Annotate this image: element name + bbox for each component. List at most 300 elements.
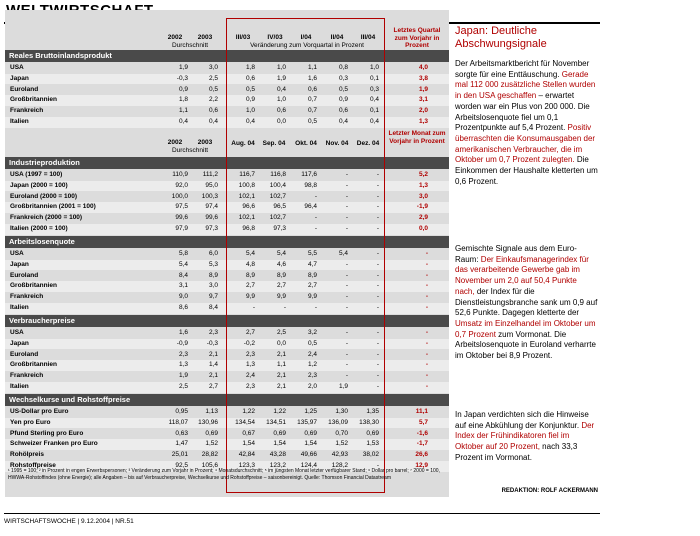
yoy-cell: 5,7	[418, 418, 428, 426]
value-cell: 0,1	[369, 107, 379, 115]
value-cell: 2,1	[208, 372, 218, 380]
redaktion-credit: REDAKTION: ROLF ACKERMANN	[501, 488, 598, 494]
yoy-cell: -	[425, 329, 428, 336]
yoy-cell: 12,9	[415, 462, 428, 469]
yoy-cell: -1,6	[416, 429, 428, 437]
section-wk: Wechselkurse und Rohstoffpreise	[5, 394, 449, 406]
value-cell: 134,54	[235, 418, 255, 426]
value-cell: 3,2	[307, 329, 317, 336]
row-label: Italien	[10, 304, 29, 311]
value-cell: -	[345, 304, 348, 311]
value-cell: 97,5	[175, 203, 188, 211]
value-cell: 38,02	[362, 451, 379, 459]
col-2003-header: 2003	[197, 139, 213, 146]
value-cell: 2,7	[307, 282, 317, 290]
value-cell: 42,84	[238, 451, 255, 459]
value-cell: 0,1	[369, 74, 379, 82]
value-cell: -	[345, 329, 348, 336]
value-cell: 0,0	[276, 339, 286, 347]
row-label: Großbritannien (2001 = 100)	[10, 203, 96, 211]
value-cell: -	[376, 225, 379, 232]
value-cell: 1,0	[245, 107, 255, 115]
value-cell: -	[345, 293, 348, 301]
text-span: Gemischte Signale aus dem Euro-Raum:	[455, 244, 577, 264]
value-cell: 9,9	[276, 293, 286, 301]
value-cell: 100,3	[201, 192, 218, 200]
value-cell: 0,4	[276, 85, 286, 93]
value-cell: 0,5	[338, 85, 348, 93]
side-paragraph-2	[455, 244, 598, 362]
value-cell: 1,0	[276, 96, 286, 104]
value-cell: 96,6	[242, 203, 255, 211]
value-cell: 1,9	[178, 372, 188, 380]
value-cell: 2,3	[178, 350, 188, 358]
value-cell: -	[345, 203, 348, 211]
value-cell: 0,9	[338, 96, 348, 104]
value-cell: 2,5	[208, 74, 218, 82]
value-cell: 2,7	[245, 329, 255, 336]
value-cell: 0,6	[245, 74, 255, 82]
value-cell: 124,4	[300, 462, 317, 469]
footnote: ¹ 1995 = 100; ² in Prozent in engen Erwerbspersonen; ³ Veränderung zum Vorjahr in Prozent; ⁴ Monatsdurchschnitt; ⁵ im jüngsten Monat letzter verfügbarer Stand; ⁶ Dollar pro barrel; ⁷ 2000 = 100, HWWA-Rohstoffindex (ohne Energie); alle Angaben – bis auf Verbraucherpreise, Wechselkurse und Rohstoffpreise – saisonbereinigt. Quelle: Thomson Financial Datastream	[8, 468, 440, 481]
value-cell: -	[376, 192, 379, 200]
value-cell: 102,1	[238, 192, 255, 200]
highlight-span: Gerade mal 112 000 zusätzliche Stellen wurden in den USA geschaffen	[455, 69, 596, 101]
row-label: Frankreich	[10, 372, 44, 380]
row-label: Frankreich	[10, 293, 44, 301]
value-cell: 9,7	[208, 293, 218, 301]
yoy-cell: -	[425, 304, 428, 311]
value-cell: 2,5	[276, 329, 286, 336]
yoy-cell: -1,7	[416, 440, 428, 448]
text-span: In Japan verdichten sich die Hinweise auf eine Abkühlung der Konjunktur.	[455, 410, 589, 430]
value-cell: 25,01	[171, 451, 188, 459]
value-cell: 96,5	[273, 203, 286, 211]
value-cell: -	[283, 304, 286, 311]
value-cell: -	[376, 214, 379, 222]
value-cell: 2,5	[178, 383, 188, 390]
value-cell: 1,4	[208, 361, 218, 369]
value-cell: 5,3	[208, 260, 218, 268]
value-cell: 123,3	[238, 462, 255, 469]
yoy-cell: -	[425, 260, 428, 268]
value-cell: -	[345, 282, 348, 290]
value-cell: -	[314, 304, 317, 311]
side-paragraph-1	[455, 59, 598, 187]
value-cell: 1,52	[205, 440, 218, 448]
value-cell: 102,7	[269, 192, 286, 200]
yoy-cell: 3,8	[418, 74, 428, 82]
value-cell: 0,63	[175, 429, 188, 437]
row-label: Rohölpreis	[10, 451, 44, 459]
text-span: – erwartet worden war ein Plus von 200 000. Die Arbeitslosenquote fiel um 0,1 Prozentpunkte auf 5,4 Prozent.	[455, 91, 590, 133]
yoy-cell: 4,0	[418, 64, 428, 71]
value-cell: 92,0	[175, 181, 188, 189]
value-cell: 4,8	[245, 260, 255, 268]
value-cell: 97,4	[205, 203, 218, 211]
value-cell: 9,9	[307, 293, 317, 301]
value-cell: -	[314, 214, 317, 222]
value-cell: -	[376, 329, 379, 336]
value-cell: 1,22	[242, 408, 255, 415]
value-cell: 1,1	[178, 107, 188, 115]
col-2003-header: 2003	[197, 34, 213, 41]
value-cell: 1,9	[338, 383, 348, 390]
yoy-cell: -	[425, 339, 428, 347]
yoy-cell: -	[425, 293, 428, 301]
yoy-cell: 0,0	[418, 225, 428, 232]
value-cell: 0,69	[273, 429, 286, 437]
row-label: Japan	[10, 339, 29, 347]
value-cell: 0,69	[205, 429, 218, 437]
value-cell: -	[376, 181, 379, 189]
value-cell: 2,3	[307, 372, 317, 380]
value-cell: 0,4	[245, 118, 255, 125]
highlight-span: Der Index der Frühindikatoren fiel im Oktober auf 20 Prozent,	[455, 420, 595, 452]
section-vp: Verbraucherpreise	[5, 315, 449, 327]
value-cell: 2,7	[276, 282, 286, 290]
value-cell: 98,8	[304, 181, 317, 189]
side-paragraph-3	[455, 410, 598, 464]
value-cell: -	[345, 361, 348, 369]
value-cell: 5,5	[307, 250, 317, 257]
row-label: Rohstoffpreise	[10, 462, 56, 469]
q-header: I/04	[300, 34, 312, 41]
value-cell: 92,5	[175, 462, 188, 469]
highlight-frame	[226, 18, 385, 493]
value-cell: 2,7	[208, 383, 218, 390]
q-header: IV/03	[267, 34, 283, 41]
value-cell: 1,8	[178, 96, 188, 104]
value-cell: 0,95	[175, 408, 188, 415]
row-label: USA	[10, 250, 24, 257]
value-cell: -	[314, 192, 317, 200]
value-cell: 1,35	[366, 408, 379, 415]
durchschnitt-label: Durchschnitt	[171, 42, 209, 49]
value-cell: 97,9	[175, 225, 188, 232]
value-cell: 8,9	[208, 271, 218, 279]
value-cell: 8,9	[245, 271, 255, 279]
month-header: Okt. 04	[295, 140, 317, 147]
value-cell: -	[345, 192, 348, 200]
value-cell: 138,30	[359, 418, 379, 426]
highlight-span: Umsatz im Einzelhandel im Oktober um 0,7 Prozent	[455, 318, 596, 339]
row-label: Euroland	[10, 350, 39, 358]
value-cell: 0,5	[245, 85, 255, 93]
text-span: Die Einkommen der Haushalte kletterten um 0,6 Prozent.	[455, 155, 598, 186]
row-label: US-Dollar pro Euro	[10, 408, 69, 415]
value-cell: 0,67	[242, 429, 255, 437]
value-cell: 116,8	[270, 171, 286, 178]
row-label: Italien (2000 = 100)	[10, 225, 68, 232]
value-cell: 0,6	[276, 107, 286, 115]
value-cell: 97,3	[205, 225, 218, 232]
value-cell: 9,9	[245, 293, 255, 301]
value-cell: 5,4	[338, 250, 348, 257]
value-cell: 43,28	[269, 451, 286, 459]
q-header: III/03	[235, 34, 251, 41]
yoy-cell: 3,1	[418, 96, 428, 104]
value-cell: -	[345, 181, 348, 189]
value-cell: 1,2	[307, 361, 317, 369]
yoy-cell: -	[425, 372, 428, 380]
q-header: II/04	[330, 34, 344, 41]
value-cell: -0,3	[206, 339, 218, 347]
row-label: Großbritannien	[10, 96, 57, 104]
text-span: nach 33,3 Prozent im Vormonat.	[455, 442, 578, 462]
value-cell: 0,5	[307, 339, 317, 347]
month-header: Nov. 04	[325, 140, 349, 147]
value-cell: 1,8	[245, 64, 255, 71]
value-cell: 4,6	[276, 260, 286, 268]
value-cell: 0,4	[178, 118, 188, 125]
value-cell: 0,3	[338, 74, 348, 82]
value-cell: 0,4	[369, 96, 379, 104]
value-cell: 100,8	[238, 181, 255, 189]
value-cell: 1,0	[369, 64, 379, 71]
col-2002-header: 2002	[167, 139, 183, 146]
value-cell: -	[345, 171, 348, 178]
value-cell: 3,1	[178, 282, 188, 290]
value-cell: 99,6	[205, 214, 218, 222]
text-span: Der Arbeitsmarktbericht für November sorgte für eine Enttäuschung.	[455, 59, 590, 79]
value-cell: 100,4	[269, 181, 286, 189]
value-cell: 0,9	[245, 96, 255, 104]
value-cell: 1,9	[178, 64, 188, 71]
value-cell: 1,25	[304, 408, 317, 415]
value-cell: 3,0	[208, 282, 218, 290]
value-cell: 2,2	[208, 96, 218, 104]
value-cell: -	[345, 372, 348, 380]
row-label: Japan	[10, 260, 29, 268]
value-cell: 2,3	[245, 383, 255, 390]
value-cell: 96,4	[304, 203, 317, 211]
value-cell: 0,69	[304, 429, 317, 437]
value-cell: -	[376, 350, 379, 358]
value-cell: 97,3	[273, 225, 286, 232]
yoy-cell: 3,0	[418, 192, 428, 200]
value-cell: -	[345, 271, 348, 279]
value-cell: -	[376, 271, 379, 279]
value-cell: 0,9	[178, 85, 188, 93]
value-cell: 1,6	[307, 74, 317, 82]
month-header: Sep. 04	[262, 140, 286, 147]
value-cell: 1,9	[276, 74, 286, 82]
value-cell: -	[376, 304, 379, 311]
last-quarter-header: Letztes Quartal zum Vorjahr in Prozent	[393, 27, 441, 49]
row-label: Frankreich	[10, 107, 44, 115]
value-cell: 8,4	[208, 304, 218, 311]
yoy-cell: -	[425, 271, 428, 279]
value-cell: 116,7	[239, 171, 255, 178]
bottom-rule	[4, 513, 600, 514]
value-cell: -	[345, 260, 348, 268]
value-cell: -	[376, 293, 379, 301]
value-cell: 0,7	[307, 107, 317, 115]
value-cell: -	[376, 282, 379, 290]
side-title: Japan: Deutliche Abschwungsignale	[455, 25, 547, 50]
value-cell: 105,6	[201, 462, 218, 469]
value-cell: 1,54	[273, 440, 286, 448]
yoy-cell: -	[425, 383, 428, 390]
value-cell: 0,5	[208, 85, 218, 93]
value-cell: 0,4	[208, 118, 218, 125]
value-cell: 8,6	[178, 304, 188, 311]
col-2002-header: 2002	[167, 34, 183, 41]
row-label: Pfund Sterling pro Euro	[10, 429, 84, 437]
value-cell: 136,09	[328, 418, 348, 426]
value-cell: 102,1	[238, 214, 255, 222]
month-header: Aug. 04	[231, 140, 255, 147]
row-label: USA (1997 = 100)	[10, 171, 63, 178]
value-cell: 0,5	[307, 118, 317, 125]
yoy-cell: 2,9	[418, 214, 428, 222]
value-cell: 1,0	[276, 64, 286, 71]
value-cell: 0,4	[338, 118, 348, 125]
value-cell: 2,1	[276, 372, 286, 380]
yoy-cell: 1,3	[418, 181, 428, 189]
value-cell: 2,4	[245, 372, 255, 380]
value-cell: 2,7	[245, 282, 255, 290]
value-cell: 4,7	[307, 260, 317, 268]
value-cell: 1,3	[178, 361, 188, 369]
value-cell: 0,0	[276, 118, 286, 125]
value-cell: 2,3	[245, 350, 255, 358]
value-cell: -	[376, 361, 379, 369]
section-bip: Reales Bruttoinlandsprodukt	[5, 50, 449, 62]
yoy-cell: 1,3	[418, 118, 428, 125]
yoy-cell: 2,0	[418, 107, 428, 115]
q-header: III/04	[360, 34, 376, 41]
value-cell: 9,0	[178, 293, 188, 301]
value-cell: -	[376, 203, 379, 211]
section-al: Arbeitslosenquote	[5, 236, 449, 248]
row-label: Schweizer Franken pro Euro	[10, 440, 98, 448]
value-cell: 100,0	[171, 192, 188, 200]
value-cell: 0,69	[366, 429, 379, 437]
value-cell: -	[314, 225, 317, 232]
value-cell: 1,3	[245, 361, 255, 369]
value-cell: 0,8	[338, 64, 348, 71]
durchschnitt-label: Durchschnitt	[171, 147, 209, 154]
value-cell: 5,4	[276, 250, 286, 257]
value-cell: 5,4	[178, 260, 188, 268]
section-ip: Industrieproduktion	[5, 157, 449, 169]
value-cell: -	[376, 462, 379, 469]
yoy-cell: 5,2	[418, 171, 428, 178]
value-cell: 0,6	[208, 107, 218, 115]
value-cell: 2,1	[208, 350, 218, 358]
yoy-cell: -	[425, 361, 428, 369]
row-label: Yen pro Euro	[10, 418, 51, 426]
value-cell: 5,4	[245, 250, 255, 257]
yoy-cell: 11,1	[415, 408, 428, 415]
value-cell: 1,6	[178, 329, 188, 336]
row-label: Euroland (2000 = 100)	[10, 192, 78, 200]
credit-line: WIRTSCHAFTSWOCHE | 9.12.2004 | NR.51	[4, 518, 134, 525]
text-span: zum Vormonat. Die Arbeitslosenquote in Euroland verharrte im Oktober bei 8,9 Prozent.	[455, 329, 596, 361]
last-month-header: Letzter Monat zum Vorjahr in Prozent	[388, 130, 446, 145]
value-cell: 1,1	[307, 64, 317, 71]
value-cell: 128,2	[331, 462, 348, 469]
yoy-cell: -	[425, 250, 428, 257]
row-label: Italien	[10, 383, 29, 390]
value-cell: 0,6	[307, 85, 317, 93]
value-cell: 130,96	[198, 418, 218, 426]
row-label: Euroland	[10, 85, 39, 93]
value-cell: 8,9	[307, 271, 317, 279]
value-cell: 118,07	[168, 418, 188, 426]
text-span: der Index für die Dienstleistungsbranche sank um 0,9 auf 52,6 Punkte. Dagegen kletterte der	[455, 286, 598, 318]
row-label: Euroland	[10, 271, 39, 279]
value-cell: 2,4	[307, 350, 317, 358]
value-cell: 2,1	[276, 350, 286, 358]
value-cell: 49,66	[300, 451, 317, 459]
row-label: Japan	[10, 74, 29, 82]
row-label: Großbritannien	[10, 361, 57, 369]
row-label: Japan (2000 = 100)	[10, 181, 68, 189]
value-cell: 1,52	[335, 440, 348, 448]
value-cell: -	[345, 350, 348, 358]
value-cell: 1,47	[175, 440, 188, 448]
value-cell: -	[376, 260, 379, 268]
row-label: Großbritannien	[10, 282, 57, 290]
quarter-subheader: Veränderung zum Vorquartal in Prozent	[250, 42, 364, 49]
value-cell: 1,54	[242, 440, 255, 448]
value-cell: -	[376, 339, 379, 347]
value-cell: -	[376, 372, 379, 380]
value-cell: 8,4	[178, 271, 188, 279]
value-cell: 6,0	[208, 250, 218, 257]
row-label: USA	[10, 64, 24, 71]
value-cell: 117,6	[301, 171, 317, 178]
value-cell: 134,51	[266, 418, 286, 426]
value-cell: 2,3	[208, 329, 218, 336]
row-label: Italien	[10, 118, 29, 125]
value-cell: 135,97	[297, 418, 317, 426]
value-cell: 0,3	[369, 85, 379, 93]
value-cell: 0,6	[338, 107, 348, 115]
value-cell: -	[345, 214, 348, 222]
value-cell: 28,82	[201, 451, 218, 459]
yoy-cell: -	[425, 350, 428, 358]
value-cell: 111,2	[202, 171, 218, 178]
value-cell: 0,7	[307, 96, 317, 104]
value-cell: 95,0	[205, 181, 218, 189]
value-cell: 1,22	[273, 408, 286, 415]
value-cell: -	[376, 171, 379, 178]
value-cell: 3,0	[208, 64, 218, 71]
yoy-cell: -	[425, 282, 428, 290]
value-cell: -	[345, 225, 348, 232]
highlight-span: Positiv überraschten die Konsumausgaben der amerikanischen Verbraucher, die im Oktober um 0,7 Prozent zulegten.	[455, 123, 596, 165]
value-cell: 99,6	[175, 214, 188, 222]
value-cell: -	[345, 339, 348, 347]
value-cell: 5,8	[178, 250, 188, 257]
value-cell: -0,2	[243, 339, 255, 347]
value-cell: 8,9	[276, 271, 286, 279]
value-cell: 1,30	[335, 408, 348, 415]
value-cell: -0,3	[176, 74, 188, 82]
value-cell: 1,53	[366, 440, 379, 448]
yoy-cell: 26,6	[415, 451, 428, 459]
yoy-cell: -1,9	[416, 203, 428, 211]
value-cell: 96,8	[242, 225, 255, 232]
month-header: Dez. 04	[356, 140, 380, 147]
yoy-cell: 1,9	[418, 85, 428, 93]
highlight-span: Der Einkaufsmanagerindex für das verarbeitende Gewerbe gab im November um 2,0 auf 50,4 Punkte nach,	[455, 254, 589, 296]
value-cell: 42,93	[331, 451, 348, 459]
